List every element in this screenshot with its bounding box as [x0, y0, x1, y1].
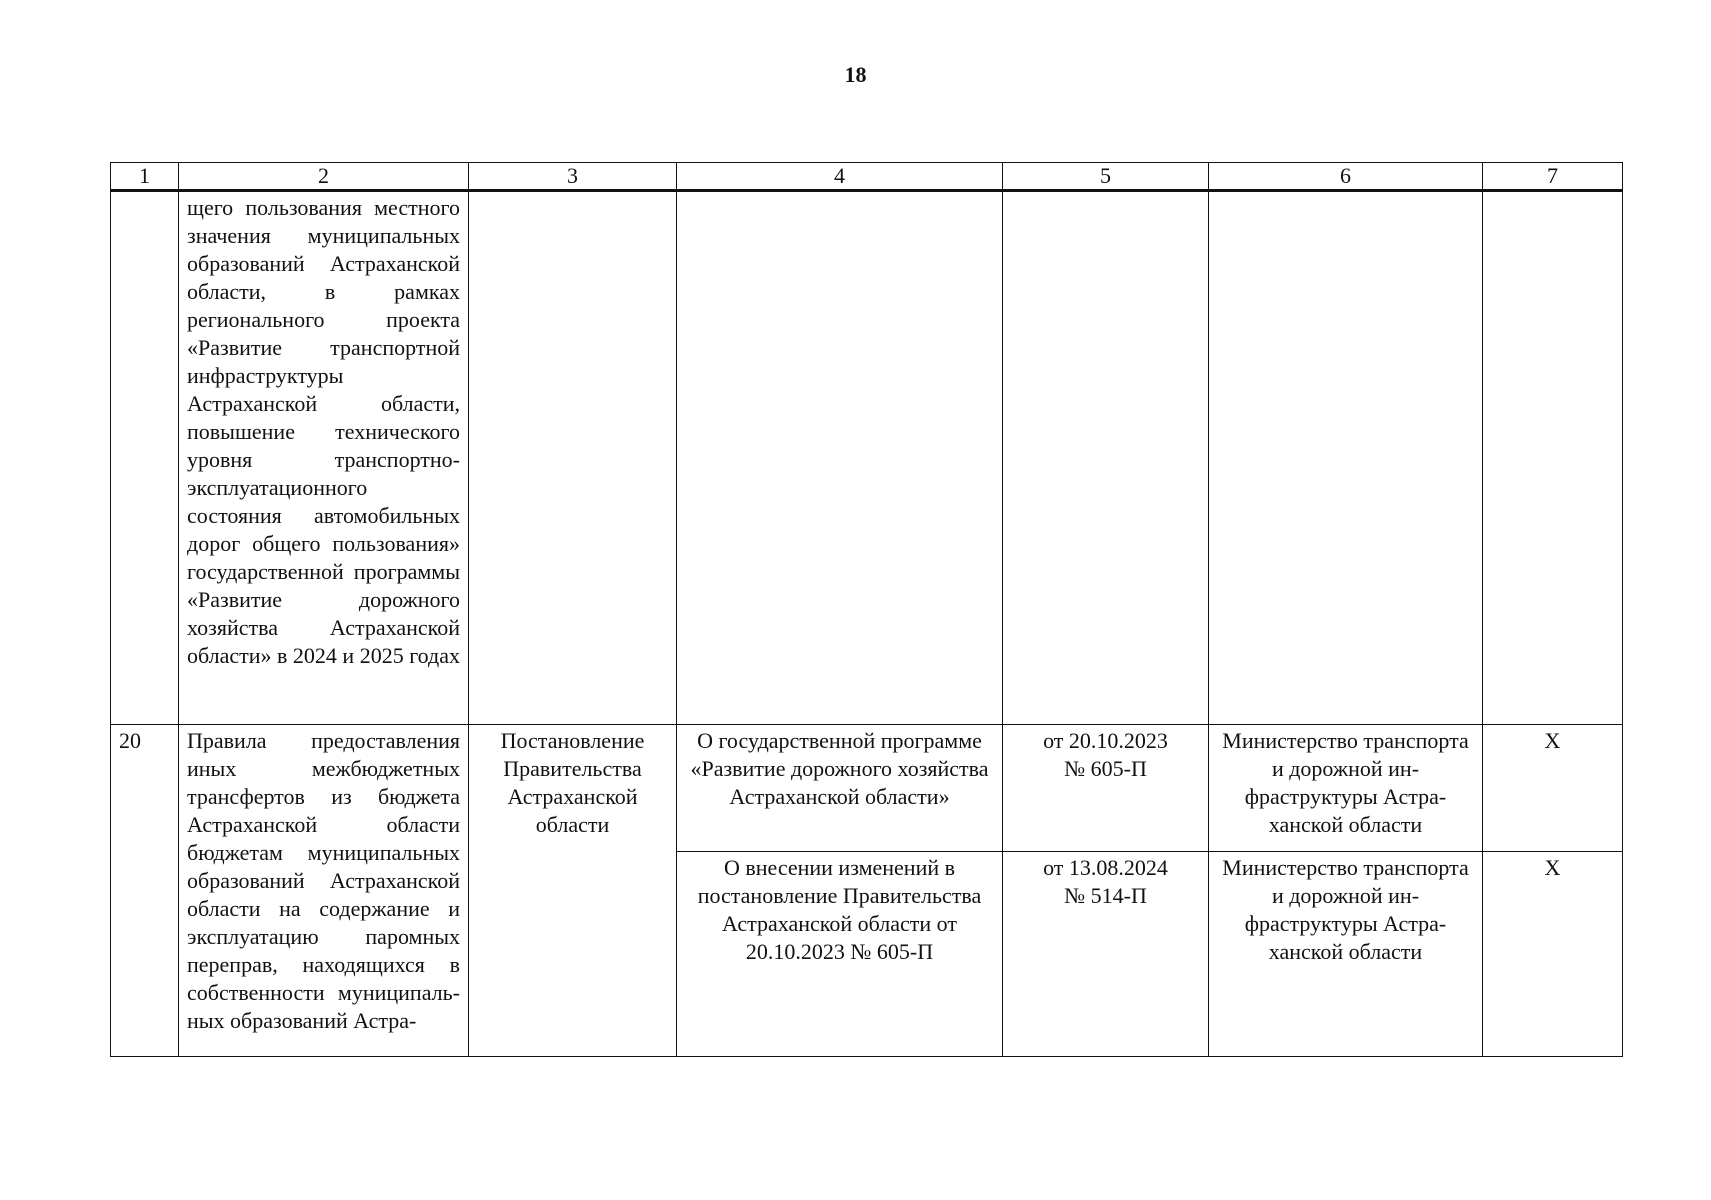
cell-document-type: Постановление Правительства Астраханской области	[469, 725, 677, 1057]
cell-responsible-body: Министерство транспорта и дорожной инфраструктуры Астраханской области	[1209, 852, 1483, 1057]
cell-empty	[1003, 191, 1209, 725]
regulations-table	[110, 162, 1623, 1057]
document-number: № 605-П	[1064, 756, 1147, 781]
column-header-2: 2	[179, 163, 469, 191]
cell-document-date-number	[1003, 725, 1209, 852]
table-header-row	[111, 163, 1623, 191]
column-header-5: 5	[1003, 163, 1209, 191]
cell-empty	[677, 191, 1003, 725]
cell-row-number: 20	[111, 725, 179, 1057]
cell-number-empty	[111, 191, 179, 725]
cell-empty	[469, 191, 677, 725]
cell-document-date-number	[1003, 852, 1209, 1057]
cell-document-title: О внесении изменений в постановление Правительства Астраханской области от 20.10.2023 № 605-П	[677, 852, 1003, 1057]
cell-mark: Х	[1483, 852, 1623, 1057]
table-row-20	[111, 725, 1623, 852]
cell-name-continued: щего пользования местного значения муниципальных образований Астраханской области, в рамках регионального проекта «Развитие транспортной инфраструктуры Астраханской области, повышение технического уровня транспортно-эксплуатационного состояния автомобильных дорог общего пользования» государственной программы «Развитие дорожного хозяйства Астраханской области» в 2024 и 2025 годах	[179, 191, 469, 725]
table-row-continued	[111, 191, 1623, 725]
document-number: № 514-П	[1064, 883, 1147, 908]
cell-empty	[1209, 191, 1483, 725]
column-header-1: 1	[111, 163, 179, 191]
document-date: от 20.10.2023	[1043, 728, 1168, 753]
cell-mark: Х	[1483, 725, 1623, 852]
cell-empty	[1483, 191, 1623, 725]
document-date: от 13.08.2024	[1043, 855, 1168, 880]
column-header-6: 6	[1209, 163, 1483, 191]
column-header-7: 7	[1483, 163, 1623, 191]
column-header-3: 3	[469, 163, 677, 191]
column-header-4: 4	[677, 163, 1003, 191]
cell-document-title: О государственной программе «Развитие дорожного хозяйства Астраханской области»	[677, 725, 1003, 852]
cell-rule-name: Правила предоставления иных межбюджетных трансфертов из бюджета Астраханской области бюджетам муниципальных образований Астраханской области на содержание и эксплуатацию паромных переправ, находящихся в собственности муниципальных образований Астра-	[179, 725, 469, 1057]
cell-responsible-body: Министерство транспорта и дорожной инфраструктуры Астраханской области	[1209, 725, 1483, 852]
page-number: 18	[844, 62, 867, 87]
